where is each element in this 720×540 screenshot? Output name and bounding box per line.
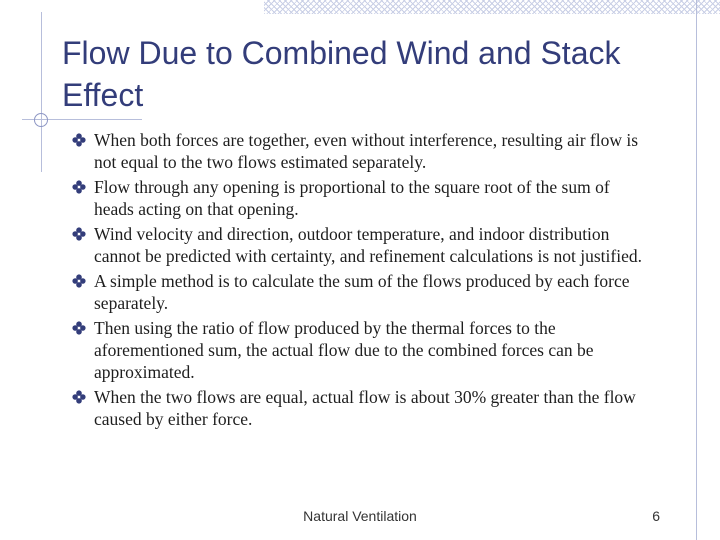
bullet-text: Then using the ratio of flow produced by the thermal forces to the aforementioned sum, the actual flow due to the combined forces can be approximated. bbox=[94, 318, 594, 382]
bullet-text: A simple method is to calculate the sum of the flows produced by each force separately. bbox=[94, 271, 630, 313]
diamond-clover-icon bbox=[72, 274, 86, 288]
bullet-item bbox=[72, 386, 652, 430]
diamond-clover-icon bbox=[72, 390, 86, 404]
footer-text: Natural Ventilation bbox=[303, 508, 417, 524]
page-number: 6 bbox=[652, 508, 660, 524]
bullet-list bbox=[72, 129, 652, 433]
left-guide-line bbox=[41, 12, 42, 172]
diamond-clover-icon bbox=[72, 180, 86, 194]
decorative-circle bbox=[34, 113, 48, 127]
header-hatch-band bbox=[264, 0, 720, 14]
bullet-item bbox=[72, 270, 652, 314]
bullet-item bbox=[72, 176, 652, 220]
bullet-text: Flow through any opening is proportional to the square root of the sum of heads acting on that opening. bbox=[94, 177, 610, 219]
bullet-text: When the two flows are equal, actual flow is about 30% greater than the flow caused by either force. bbox=[94, 387, 636, 429]
bullet-item bbox=[72, 317, 652, 383]
bullet-text: Wind velocity and direction, outdoor temperature, and indoor distribution cannot be predicted with certainty, and refinement calculations is not justified. bbox=[94, 224, 642, 266]
bullet-text: When both forces are together, even without interference, resulting air flow is not equal to the two flows estimated separately. bbox=[94, 130, 639, 172]
diamond-clover-icon bbox=[72, 227, 86, 241]
slide-title: Flow Due to Combined Wind and Stack Effect bbox=[62, 35, 621, 113]
right-guide-line bbox=[696, 0, 697, 540]
diamond-clover-icon bbox=[72, 133, 86, 147]
diamond-clover-icon bbox=[72, 321, 86, 335]
bullet-item bbox=[72, 129, 652, 173]
bullet-item bbox=[72, 223, 652, 267]
